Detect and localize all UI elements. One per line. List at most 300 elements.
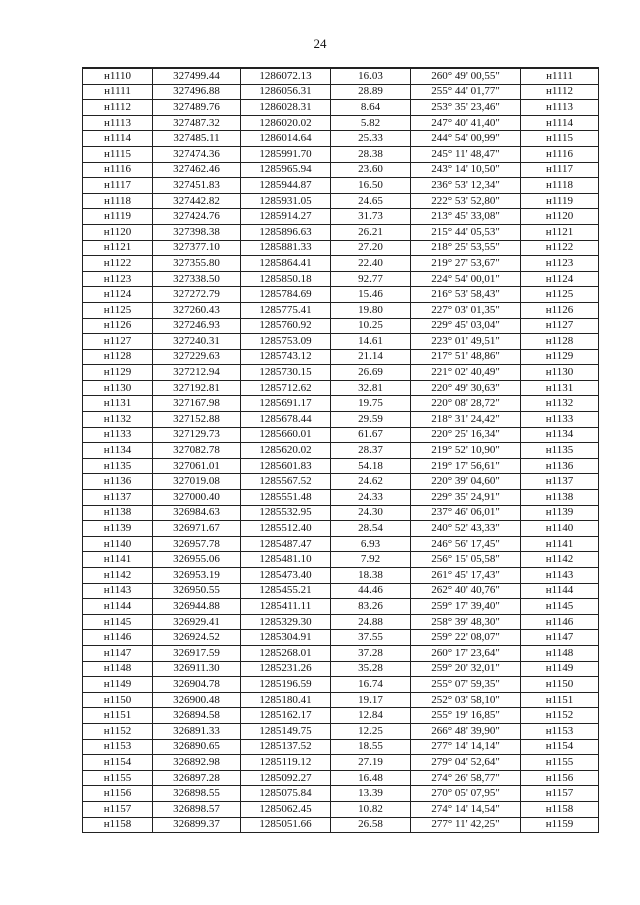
table-row: [83, 786, 599, 802]
cell-point-from: н1113: [83, 115, 153, 131]
table-row: [83, 115, 599, 131]
cell-point-to: н1140: [521, 521, 599, 537]
cell-point-from: н1114: [83, 131, 153, 147]
cell-coord-x: 327000.40: [153, 490, 241, 506]
cell-point-from: н1134: [83, 443, 153, 459]
cell-point-to: н1139: [521, 505, 599, 521]
cell-point-to: н1112: [521, 84, 599, 100]
cell-coord-y: 1285914.27: [241, 209, 331, 225]
cell-point-to: н1132: [521, 396, 599, 412]
table-row: [83, 443, 599, 459]
cell-coord-y: 1285512.40: [241, 521, 331, 537]
cell-bearing: 223° 01' 49,51": [411, 334, 521, 350]
cell-point-from: н1129: [83, 365, 153, 381]
cell-coord-y: 1285678.44: [241, 412, 331, 428]
table-row: [83, 521, 599, 537]
cell-point-from: н1118: [83, 193, 153, 209]
table-row: [83, 427, 599, 443]
cell-distance: 61.67: [331, 427, 411, 443]
cell-coord-x: 327489.76: [153, 100, 241, 116]
cell-point-to: н1120: [521, 209, 599, 225]
cell-bearing: 229° 35' 24,91": [411, 490, 521, 506]
cell-coord-x: 327192.81: [153, 380, 241, 396]
cell-coord-y: 1285473.40: [241, 568, 331, 584]
cell-point-from: н1158: [83, 817, 153, 833]
cell-bearing: 274° 14' 14,54": [411, 801, 521, 817]
coordinates-table-body: [83, 68, 599, 833]
table-row: [83, 599, 599, 615]
cell-coord-x: 326917.59: [153, 645, 241, 661]
cell-coord-x: 327272.79: [153, 287, 241, 303]
cell-bearing: 247° 40' 41,40": [411, 115, 521, 131]
cell-point-from: н1111: [83, 84, 153, 100]
cell-bearing: 246° 56' 17,45": [411, 536, 521, 552]
cell-coord-x: 326894.58: [153, 708, 241, 724]
cell-coord-x: 326924.52: [153, 630, 241, 646]
cell-distance: 23.60: [331, 162, 411, 178]
cell-point-from: н1145: [83, 614, 153, 630]
cell-coord-y: 1285567.52: [241, 474, 331, 490]
cell-point-from: н1130: [83, 380, 153, 396]
cell-distance: 83.26: [331, 599, 411, 615]
cell-coord-x: 327499.44: [153, 68, 241, 84]
cell-point-to: н1116: [521, 146, 599, 162]
cell-bearing: 255° 07' 59,35": [411, 677, 521, 693]
cell-coord-x: 327152.88: [153, 412, 241, 428]
cell-coord-x: 327474.36: [153, 146, 241, 162]
cell-bearing: 260° 49' 00,55": [411, 68, 521, 84]
cell-coord-y: 1285487.47: [241, 536, 331, 552]
cell-bearing: 219° 17' 56,61": [411, 458, 521, 474]
cell-coord-y: 1286056.31: [241, 84, 331, 100]
cell-point-from: н1152: [83, 723, 153, 739]
table-row: [83, 630, 599, 646]
cell-bearing: 240° 52' 43,33": [411, 521, 521, 537]
cell-coord-x: 327442.82: [153, 193, 241, 209]
cell-distance: 18.38: [331, 568, 411, 584]
cell-distance: 21.14: [331, 349, 411, 365]
cell-distance: 10.82: [331, 801, 411, 817]
cell-point-to: н1113: [521, 100, 599, 116]
cell-distance: 28.37: [331, 443, 411, 459]
cell-distance: 16.50: [331, 178, 411, 194]
cell-coord-y: 1285231.26: [241, 661, 331, 677]
cell-point-to: н1155: [521, 755, 599, 771]
table-row: [83, 708, 599, 724]
cell-point-to: н1137: [521, 474, 599, 490]
cell-point-to: н1130: [521, 365, 599, 381]
cell-bearing: 217° 51' 48,86": [411, 349, 521, 365]
table-row: [83, 755, 599, 771]
cell-point-to: н1131: [521, 380, 599, 396]
table-row: [83, 770, 599, 786]
cell-coord-y: 1285864.41: [241, 256, 331, 272]
cell-point-to: н1158: [521, 801, 599, 817]
table-row: [83, 568, 599, 584]
cell-coord-y: 1285760.92: [241, 318, 331, 334]
cell-coord-y: 1285075.84: [241, 786, 331, 802]
cell-distance: 10.25: [331, 318, 411, 334]
cell-coord-x: 326944.88: [153, 599, 241, 615]
cell-point-to: н1144: [521, 583, 599, 599]
cell-point-to: н1154: [521, 739, 599, 755]
cell-point-to: н1119: [521, 193, 599, 209]
cell-coord-y: 1285881.33: [241, 240, 331, 256]
cell-point-to: н1115: [521, 131, 599, 147]
cell-distance: 13.39: [331, 786, 411, 802]
cell-distance: 19.17: [331, 692, 411, 708]
cell-distance: 92.77: [331, 271, 411, 287]
table-row: [83, 614, 599, 630]
cell-point-to: н1141: [521, 536, 599, 552]
cell-point-to: н1122: [521, 240, 599, 256]
cell-point-from: н1141: [83, 552, 153, 568]
cell-point-to: н1153: [521, 723, 599, 739]
cell-distance: 6.93: [331, 536, 411, 552]
cell-coord-y: 1285119.12: [241, 755, 331, 771]
table-row: [83, 801, 599, 817]
table-row: [83, 84, 599, 100]
cell-point-from: н1135: [83, 458, 153, 474]
cell-bearing: 266° 48' 39,90": [411, 723, 521, 739]
table-row: [83, 240, 599, 256]
cell-distance: 31.73: [331, 209, 411, 225]
cell-coord-x: 327355.80: [153, 256, 241, 272]
cell-bearing: 218° 25' 53,55": [411, 240, 521, 256]
cell-coord-x: 327487.32: [153, 115, 241, 131]
table-row: [83, 552, 599, 568]
cell-bearing: 220° 39' 04,60": [411, 474, 521, 490]
cell-point-to: н1138: [521, 490, 599, 506]
cell-bearing: 220° 49' 30,63": [411, 380, 521, 396]
cell-point-from: н1120: [83, 224, 153, 240]
cell-point-from: н1119: [83, 209, 153, 225]
cell-distance: 54.18: [331, 458, 411, 474]
cell-point-to: н1125: [521, 287, 599, 303]
cell-point-from: н1133: [83, 427, 153, 443]
cell-coord-x: 327451.83: [153, 178, 241, 194]
cell-distance: 32.81: [331, 380, 411, 396]
cell-coord-x: 326897.28: [153, 770, 241, 786]
cell-bearing: 270° 05' 07,95": [411, 786, 521, 802]
cell-point-from: н1153: [83, 739, 153, 755]
cell-point-to: н1145: [521, 599, 599, 615]
table-row: [83, 396, 599, 412]
cell-coord-x: 327377.10: [153, 240, 241, 256]
cell-bearing: 236° 53' 12,34": [411, 178, 521, 194]
cell-coord-y: 1285965.94: [241, 162, 331, 178]
cell-coord-x: 327167.98: [153, 396, 241, 412]
cell-coord-x: 327061.01: [153, 458, 241, 474]
cell-coord-x: 327338.50: [153, 271, 241, 287]
cell-coord-y: 1285775.41: [241, 302, 331, 318]
cell-bearing: 215° 44' 05,53": [411, 224, 521, 240]
cell-point-from: н1126: [83, 318, 153, 334]
cell-point-from: н1125: [83, 302, 153, 318]
cell-coord-x: 327229.63: [153, 349, 241, 365]
cell-point-from: н1127: [83, 334, 153, 350]
cell-point-to: н1114: [521, 115, 599, 131]
page-number: 24: [313, 36, 327, 51]
cell-coord-x: 326898.55: [153, 786, 241, 802]
cell-point-to: н1127: [521, 318, 599, 334]
cell-coord-y: 1285137.52: [241, 739, 331, 755]
cell-point-to: н1136: [521, 458, 599, 474]
cell-bearing: 243° 14' 10,50": [411, 162, 521, 178]
cell-point-to: н1156: [521, 770, 599, 786]
cell-coord-x: 326898.57: [153, 801, 241, 817]
cell-distance: 24.62: [331, 474, 411, 490]
cell-coord-y: 1285455.21: [241, 583, 331, 599]
cell-bearing: 253° 35' 23,46": [411, 100, 521, 116]
cell-coord-y: 1286072.13: [241, 68, 331, 84]
cell-distance: 37.55: [331, 630, 411, 646]
cell-bearing: 222° 53' 52,80": [411, 193, 521, 209]
cell-point-to: н1157: [521, 786, 599, 802]
table-row: [83, 256, 599, 272]
table-row: [83, 490, 599, 506]
cell-distance: 8.64: [331, 100, 411, 116]
cell-distance: 12.84: [331, 708, 411, 724]
cell-point-from: н1124: [83, 287, 153, 303]
cell-bearing: 259° 17' 39,40": [411, 599, 521, 615]
cell-point-to: н1151: [521, 692, 599, 708]
cell-point-from: н1147: [83, 645, 153, 661]
cell-point-to: н1118: [521, 178, 599, 194]
cell-bearing: 259° 22' 08,07": [411, 630, 521, 646]
cell-distance: 7.92: [331, 552, 411, 568]
cell-coord-x: 326911.30: [153, 661, 241, 677]
cell-coord-y: 1285601.83: [241, 458, 331, 474]
cell-coord-y: 1285162.17: [241, 708, 331, 724]
cell-distance: 15.46: [331, 287, 411, 303]
cell-coord-y: 1285712.62: [241, 380, 331, 396]
cell-bearing: 277° 11' 42,25": [411, 817, 521, 833]
cell-coord-x: 327246.93: [153, 318, 241, 334]
cell-coord-x: 327260.43: [153, 302, 241, 318]
cell-point-from: н1154: [83, 755, 153, 771]
cell-coord-x: 326899.37: [153, 817, 241, 833]
cell-bearing: 219° 27' 53,67": [411, 256, 521, 272]
cell-coord-y: 1285944.87: [241, 178, 331, 194]
cell-point-to: н1152: [521, 708, 599, 724]
cell-coord-y: 1285329.30: [241, 614, 331, 630]
cell-point-to: н1121: [521, 224, 599, 240]
table-row: [83, 224, 599, 240]
cell-point-from: н1139: [83, 521, 153, 537]
cell-coord-y: 1285062.45: [241, 801, 331, 817]
cell-bearing: 255° 19' 16,85": [411, 708, 521, 724]
cell-point-from: н1121: [83, 240, 153, 256]
cell-distance: 26.58: [331, 817, 411, 833]
cell-distance: 24.88: [331, 614, 411, 630]
cell-point-to: н1147: [521, 630, 599, 646]
cell-bearing: 216° 53' 58,43": [411, 287, 521, 303]
cell-bearing: 220° 25' 16,34": [411, 427, 521, 443]
cell-point-from: н1140: [83, 536, 153, 552]
table-row: [83, 349, 599, 365]
cell-coord-x: 326900.48: [153, 692, 241, 708]
cell-distance: 22.40: [331, 256, 411, 272]
cell-coord-y: 1285551.48: [241, 490, 331, 506]
table-row: [83, 474, 599, 490]
coordinates-table: [82, 67, 599, 833]
cell-point-to: н1149: [521, 661, 599, 677]
table-row: [83, 100, 599, 116]
cell-coord-y: 1285784.69: [241, 287, 331, 303]
table-row: [83, 131, 599, 147]
cell-coord-x: 326891.33: [153, 723, 241, 739]
cell-coord-x: 326890.65: [153, 739, 241, 755]
table-row: [83, 334, 599, 350]
cell-point-from: н1150: [83, 692, 153, 708]
cell-coord-x: 326904.78: [153, 677, 241, 693]
cell-point-from: н1122: [83, 256, 153, 272]
cell-coord-y: 1285304.91: [241, 630, 331, 646]
cell-point-from: н1112: [83, 100, 153, 116]
cell-coord-x: 326950.55: [153, 583, 241, 599]
cell-bearing: 219° 52' 10,90": [411, 443, 521, 459]
cell-bearing: 252° 03' 58,10": [411, 692, 521, 708]
table-row: [83, 193, 599, 209]
cell-bearing: 260° 17' 23,64": [411, 645, 521, 661]
cell-distance: 24.65: [331, 193, 411, 209]
cell-point-to: н1124: [521, 271, 599, 287]
cell-distance: 28.89: [331, 84, 411, 100]
cell-bearing: 244° 54' 00,99": [411, 131, 521, 147]
table-row: [83, 162, 599, 178]
cell-coord-x: 327019.08: [153, 474, 241, 490]
cell-point-from: н1136: [83, 474, 153, 490]
cell-coord-y: 1285196.59: [241, 677, 331, 693]
cell-coord-x: 327398.38: [153, 224, 241, 240]
table-row: [83, 209, 599, 225]
cell-coord-y: 1285411.11: [241, 599, 331, 615]
cell-distance: 26.21: [331, 224, 411, 240]
cell-coord-y: 1285660.01: [241, 427, 331, 443]
cell-coord-y: 1285991.70: [241, 146, 331, 162]
cell-point-to: н1128: [521, 334, 599, 350]
cell-bearing: 227° 03' 01,35": [411, 302, 521, 318]
cell-distance: 24.30: [331, 505, 411, 521]
table-row: [83, 692, 599, 708]
cell-bearing: 224° 54' 00,01": [411, 271, 521, 287]
cell-bearing: 279° 04' 52,64": [411, 755, 521, 771]
cell-point-from: н1131: [83, 396, 153, 412]
cell-coord-x: 326955.06: [153, 552, 241, 568]
cell-point-to: н1129: [521, 349, 599, 365]
cell-bearing: 261° 45' 17,43": [411, 568, 521, 584]
cell-coord-y: 1285092.27: [241, 770, 331, 786]
cell-bearing: 259° 20' 32,01": [411, 661, 521, 677]
cell-point-from: н1142: [83, 568, 153, 584]
table-row: [83, 645, 599, 661]
cell-bearing: 213° 45' 33,08": [411, 209, 521, 225]
cell-bearing: 262° 40' 40,76": [411, 583, 521, 599]
cell-coord-y: 1285896.63: [241, 224, 331, 240]
cell-bearing: 220° 08' 28,72": [411, 396, 521, 412]
table-row: [83, 412, 599, 428]
cell-coord-y: 1285691.17: [241, 396, 331, 412]
cell-point-to: н1148: [521, 645, 599, 661]
cell-bearing: 256° 15' 05,58": [411, 552, 521, 568]
cell-point-to: н1111: [521, 68, 599, 84]
cell-distance: 28.38: [331, 146, 411, 162]
cell-coord-x: 326971.67: [153, 521, 241, 537]
cell-point-to: н1135: [521, 443, 599, 459]
cell-point-from: н1110: [83, 68, 153, 84]
cell-bearing: 229° 45' 03,04": [411, 318, 521, 334]
cell-point-from: н1148: [83, 661, 153, 677]
cell-point-to: н1142: [521, 552, 599, 568]
cell-coord-y: 1285620.02: [241, 443, 331, 459]
table-row: [83, 661, 599, 677]
table-row: [83, 365, 599, 381]
cell-distance: 44.46: [331, 583, 411, 599]
cell-coord-x: 327462.46: [153, 162, 241, 178]
cell-coord-y: 1285149.75: [241, 723, 331, 739]
cell-coord-x: 327485.11: [153, 131, 241, 147]
cell-point-from: н1123: [83, 271, 153, 287]
cell-bearing: 237° 46' 06,01": [411, 505, 521, 521]
cell-coord-y: 1285180.41: [241, 692, 331, 708]
table-row: [83, 677, 599, 693]
cell-distance: 5.82: [331, 115, 411, 131]
cell-distance: 35.28: [331, 661, 411, 677]
cell-point-from: н1157: [83, 801, 153, 817]
cell-coord-y: 1285051.66: [241, 817, 331, 833]
table-row: [83, 583, 599, 599]
table-row: [83, 178, 599, 194]
cell-point-to: н1133: [521, 412, 599, 428]
cell-distance: 27.19: [331, 755, 411, 771]
cell-point-from: н1117: [83, 178, 153, 194]
cell-point-to: н1146: [521, 614, 599, 630]
cell-coord-y: 1285730.15: [241, 365, 331, 381]
cell-point-from: н1132: [83, 412, 153, 428]
table-row: [83, 505, 599, 521]
cell-point-to: н1126: [521, 302, 599, 318]
cell-coord-x: 326957.78: [153, 536, 241, 552]
cell-bearing: 258° 39' 48,30": [411, 614, 521, 630]
table-row: [83, 68, 599, 84]
cell-point-to: н1117: [521, 162, 599, 178]
cell-bearing: 218° 31' 24,42": [411, 412, 521, 428]
cell-distance: 29.59: [331, 412, 411, 428]
table-row: [83, 458, 599, 474]
cell-point-from: н1143: [83, 583, 153, 599]
table-row: [83, 536, 599, 552]
cell-point-to: н1123: [521, 256, 599, 272]
cell-point-from: н1155: [83, 770, 153, 786]
cell-distance: 25.33: [331, 131, 411, 147]
cell-point-to: н1143: [521, 568, 599, 584]
cell-distance: 19.80: [331, 302, 411, 318]
cell-coord-y: 1285753.09: [241, 334, 331, 350]
cell-distance: 24.33: [331, 490, 411, 506]
cell-distance: 19.75: [331, 396, 411, 412]
cell-distance: 12.25: [331, 723, 411, 739]
cell-coord-x: 327496.88: [153, 84, 241, 100]
cell-coord-y: 1285931.05: [241, 193, 331, 209]
cell-distance: 28.54: [331, 521, 411, 537]
table-row: [83, 739, 599, 755]
cell-bearing: 245° 11' 48,47": [411, 146, 521, 162]
cell-coord-y: 1285268.01: [241, 645, 331, 661]
cell-coord-y: 1286014.64: [241, 131, 331, 147]
cell-bearing: 221° 02' 40,49": [411, 365, 521, 381]
cell-coord-x: 327129.73: [153, 427, 241, 443]
